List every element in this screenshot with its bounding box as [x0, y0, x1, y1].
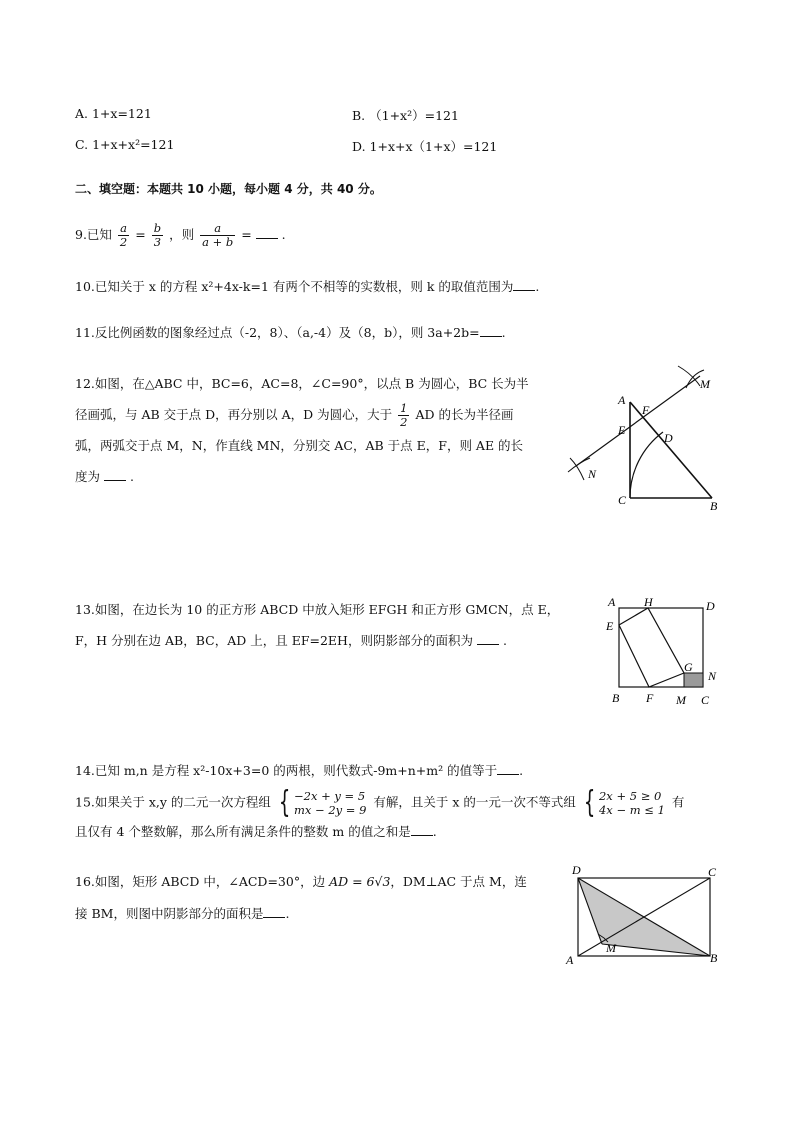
q9-equals: =: [135, 227, 146, 242]
q12-line2: [75, 399, 529, 430]
q12-line3: 弧，两弧交于点 M，N，作直线 MN，分别交 AC，AB 于点 E，F，则 AE 的长: [75, 438, 524, 453]
q14-text: 14.已知 m,n 是方程 x²-10x+3=0 的两根，则代数式-9m+n+m² 的值等于: [75, 763, 498, 778]
q12-line4: [75, 461, 529, 492]
q16-line1a: 16.如图，矩形 ABCD 中，∠ACD=30°，边: [75, 874, 326, 889]
rectangle-efgh: [619, 608, 684, 687]
q15-line2: [75, 822, 684, 842]
q12-line1: 12.如图，在△ABC 中，BC=6，AC=8，∠C=90°，以点 B 为圆心，BC 长为半: [75, 376, 529, 391]
q9-end: .: [281, 227, 286, 242]
question-16: [75, 866, 527, 930]
shaded-square-gmcn: [684, 673, 703, 687]
q11-end: .: [501, 325, 506, 340]
q12-end: .: [129, 469, 134, 484]
label-c: C: [618, 493, 627, 507]
q9-mid: ，则: [169, 227, 195, 242]
q15-line2-text: 且仅有 4 个整数解，那么所有满足条件的整数 m 的值之和是: [75, 824, 411, 839]
option-c: C. 1+x+x²=121: [75, 137, 175, 152]
label-b: B: [612, 691, 620, 705]
answer-blank[interactable]: [263, 907, 285, 918]
label-e: E: [618, 423, 626, 437]
q9-prefix: 9.已知: [75, 227, 112, 242]
label-d: D: [664, 431, 673, 445]
answer-blank[interactable]: [477, 634, 499, 645]
label-a: A: [566, 953, 574, 967]
label-d: D: [572, 863, 581, 877]
label-m: M: [606, 941, 616, 955]
question-14: [75, 762, 523, 780]
label-b: B: [710, 951, 718, 965]
question-15: [75, 785, 685, 842]
inequality-2: 4x − m ≤ 1: [598, 803, 665, 817]
q15-suffix: 有: [671, 794, 685, 810]
answer-blank[interactable]: [480, 326, 502, 337]
equation-1: −2x + y = 5: [294, 789, 366, 803]
label-a: A: [608, 595, 616, 609]
arc-bd: [630, 432, 663, 498]
figure-q16: [560, 862, 730, 968]
answer-blank[interactable]: [411, 825, 433, 836]
figure-q13: [600, 594, 730, 714]
label-m: M: [676, 693, 686, 707]
label-b: B: [710, 499, 718, 513]
q15-prefix: 15.如果关于 x,y 的二元一次方程组: [75, 794, 271, 810]
q10-end: .: [535, 279, 540, 294]
label-n: N: [588, 467, 597, 481]
label-a: A: [618, 393, 626, 407]
fraction-a-over-a-plus-b: $\frac{a}{a + b}$: [202, 221, 234, 249]
q11-text: 11.反比例函数的图象经过点（-2，8）、（a,-4）及（8，b），则 3a+2b=: [75, 325, 480, 340]
fraction-one-half: $\frac{1}{2}$: [400, 401, 408, 429]
brace-icon: {: [583, 785, 596, 820]
q12-line2b: AD 的长为半径画: [415, 407, 514, 422]
question-9: [75, 222, 286, 249]
q16-line2-text: 接 BM，则图中阴影部分的面积是: [75, 906, 264, 921]
q16-line1b: ，DM⊥AC 于点 M，连: [390, 874, 527, 889]
q12-line2a: 径画弧，与 AB 交于点 D，再分别以 A，D 为圆心，大于: [75, 407, 393, 422]
answer-blank[interactable]: [497, 764, 519, 775]
label-n: N: [708, 669, 717, 683]
q13-line2-text: F，H 分别在边 AB，BC，AD 上，且 EF=2EH，则阴影部分的面积为: [75, 633, 473, 648]
brace-icon: {: [278, 785, 291, 820]
figure-q12: [560, 362, 740, 522]
q16-line1: [75, 866, 527, 898]
q14-end: .: [519, 763, 524, 778]
question-11: [75, 324, 506, 342]
label-e: E: [606, 619, 614, 633]
q15-mid: 有解，且关于 x 的一元一次不等式组: [373, 794, 576, 810]
label-c: C: [708, 865, 717, 879]
label-f: F: [642, 403, 650, 417]
q9-suffix: =: [241, 227, 252, 242]
label-h: H: [644, 595, 653, 609]
answer-blank[interactable]: [513, 280, 535, 291]
line-mn: [576, 376, 700, 466]
ad-length: AD = 6√3: [329, 874, 391, 889]
label-f: F: [646, 691, 654, 705]
label-m: M: [700, 377, 710, 391]
q13-line1: 13.如图，在边长为 10 的正方形 ABCD 中放入矩形 EFGH 和正方形 GMCN，点 E，: [75, 602, 560, 617]
option-d: D. 1+x+x（1+x）=121: [352, 139, 498, 154]
label-c: C: [701, 693, 710, 707]
equation-system: [294, 789, 366, 817]
q15-end: .: [432, 824, 437, 839]
question-12: [75, 368, 529, 492]
option-b: B. （1+x²）=121: [352, 108, 459, 123]
label-d: D: [706, 599, 715, 613]
fraction-a-over-2: $\frac{a}{2}$: [119, 221, 128, 249]
q13-line2: [75, 625, 559, 656]
inequality-system: [599, 789, 665, 817]
answer-blank[interactable]: [104, 470, 126, 481]
question-10: [75, 278, 539, 296]
equation-2: mx − 2y = 9: [294, 803, 367, 817]
answer-blank[interactable]: [256, 228, 278, 239]
q13-end: .: [502, 633, 507, 648]
q16-line2: [75, 898, 527, 930]
q12-line4-text: 度为: [75, 469, 101, 484]
option-a: A. 1+x=121: [75, 106, 152, 121]
q10-text: 10.已知关于 x 的方程 x²+4x-k=1 有两个不相等的实数根，则 k 的取值范围为: [75, 279, 514, 294]
q15-line1: [75, 785, 685, 820]
label-g: G: [684, 660, 693, 674]
q16-end: .: [285, 906, 290, 921]
inequality-1: 2x + 5 ≥ 0: [598, 789, 662, 803]
section-heading: 二、填空题：本题共 10 小题，每小题 4 分，共 40 分。: [75, 182, 382, 196]
question-13: [75, 594, 559, 656]
fraction-b-over-3: $\frac{b}{3}$: [153, 221, 162, 249]
